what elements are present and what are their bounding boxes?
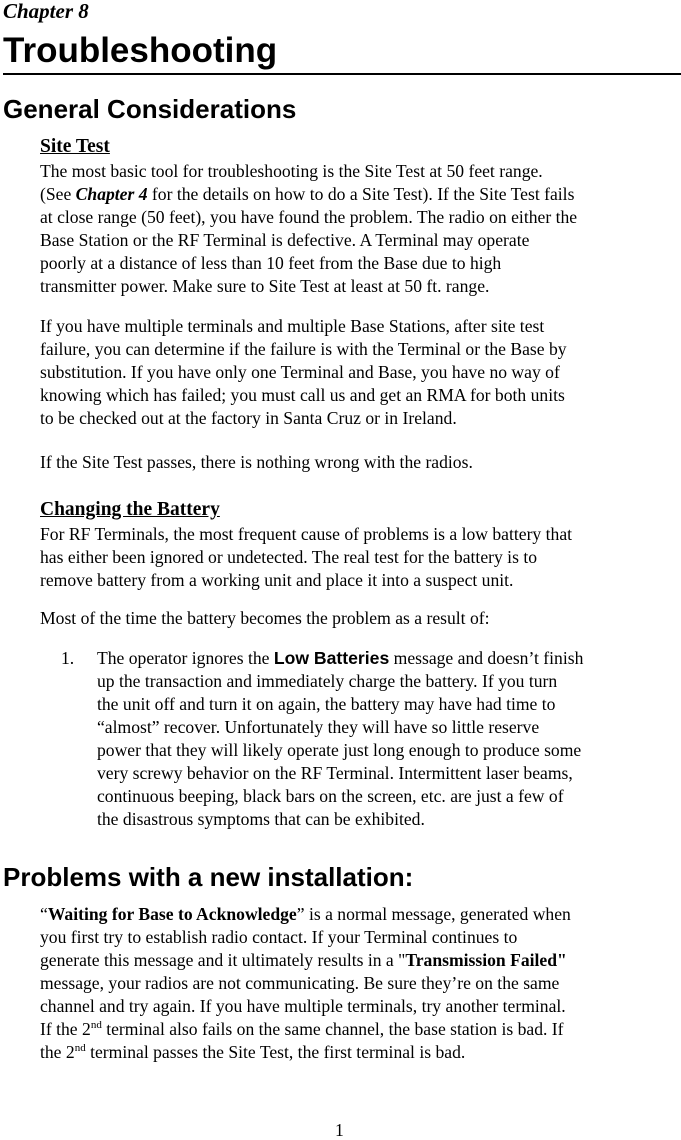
page-number: 1 xyxy=(335,1120,344,1140)
list-number: 1. xyxy=(61,648,75,668)
text-line: the unit off and turn it on again, the battery may have had time to xyxy=(97,694,556,714)
section-heading-general: General Considerations xyxy=(3,94,297,124)
chapter-reference: Chapter 4 xyxy=(75,184,148,204)
text-line: message, your radios are not communicating. Be sure they’re on the same xyxy=(40,973,560,993)
list-item-low-batteries xyxy=(97,647,681,831)
site-test-paragraph-2 xyxy=(40,315,680,430)
new-install-paragraph xyxy=(40,903,680,1064)
text-line: poorly at a distance of less than 10 feet from the Base due to high xyxy=(40,253,502,273)
text-line: The operator ignores the Low Batteries message and doesn’t finish xyxy=(97,648,584,668)
text-line: transmitter power. Make sure to Site Test at least at 50 ft. range. xyxy=(40,276,490,296)
text-line: continuous beeping, black bars on the screen, etc. are just a few of xyxy=(97,786,564,806)
text-line: very screwy behavior on the RF Terminal. Intermittent laser beams, xyxy=(97,763,573,783)
chapter-title: Troubleshooting xyxy=(3,31,681,75)
text-line: to be checked out at the factory in Santa Cruz or in Ireland. xyxy=(40,408,457,428)
text-line: If the Site Test passes, there is nothing wrong with the radios. xyxy=(40,452,473,472)
text-line: If the 2nd terminal also fails on the same channel, the base station is bad. If xyxy=(40,1019,564,1039)
text-line: power that they will likely operate just long enough to produce some xyxy=(97,740,582,760)
transmission-failed-message: Transmission Failed" xyxy=(405,950,567,970)
text-line: The most basic tool for troubleshooting is the Site Test at 50 feet range. xyxy=(40,161,543,181)
text-line: failure, you can determine if the failure is with the Terminal or the Base by xyxy=(40,339,567,359)
text-line: (See Chapter 4 for the details on how to do a Site Test). If the Site Test fails xyxy=(40,184,575,204)
section-heading-new-installation: Problems with a new installation: xyxy=(3,862,414,892)
site-test-paragraph-3 xyxy=(40,451,680,474)
low-batteries-message: Low Batteries xyxy=(273,648,390,668)
battery-paragraph-2 xyxy=(40,607,680,630)
chapter-label: Chapter 8 xyxy=(3,0,89,23)
text-line: “Waiting for Base to Acknowledge” is a normal message, generated when xyxy=(40,904,571,924)
text-line: substitution. If you have only one Terminal and Base, you have no way of xyxy=(40,362,560,382)
text-line: remove battery from a working unit and place it into a suspect unit. xyxy=(40,570,514,590)
text-line: the 2nd terminal passes the Site Test, the first terminal is bad. xyxy=(40,1042,466,1062)
text-line: has either been ignored or undetected. The real test for the battery is to xyxy=(40,547,537,567)
text-line: channel and try again. If you have multiple terminals, try another terminal. xyxy=(40,996,566,1016)
text-line: knowing which has failed; you must call us and get an RMA for both units xyxy=(40,385,565,405)
subheading-site-test: Site Test xyxy=(40,136,110,157)
text-line: “almost” recover. Unfortunately they will have so little reserve xyxy=(97,717,540,737)
text-line: generate this message and it ultimately results in a "Transmission Failed" xyxy=(40,950,567,970)
waiting-message: Waiting for Base to Acknowledge xyxy=(47,904,297,924)
text-line: the disastrous symptoms that can be exhibited. xyxy=(97,809,425,829)
text-line: If you have multiple terminals and multiple Base Stations, after site test xyxy=(40,316,545,336)
battery-paragraph-1 xyxy=(40,523,680,592)
site-test-paragraph-1 xyxy=(40,160,680,298)
text-line: Base Station or the RF Terminal is defective. A Terminal may operate xyxy=(40,230,530,250)
text-line: Most of the time the battery becomes the problem as a result of: xyxy=(40,608,490,628)
text-line: you first try to establish radio contact. If your Terminal continues to xyxy=(40,927,518,947)
subheading-changing-battery: Changing the Battery xyxy=(40,499,220,520)
text-line: up the transaction and immediately charge the battery. If you turn xyxy=(97,671,558,691)
text-line: at close range (50 feet), you have found the problem. The radio on either the xyxy=(40,207,578,227)
text-line: For RF Terminals, the most frequent cause of problems is a low battery that xyxy=(40,524,573,544)
